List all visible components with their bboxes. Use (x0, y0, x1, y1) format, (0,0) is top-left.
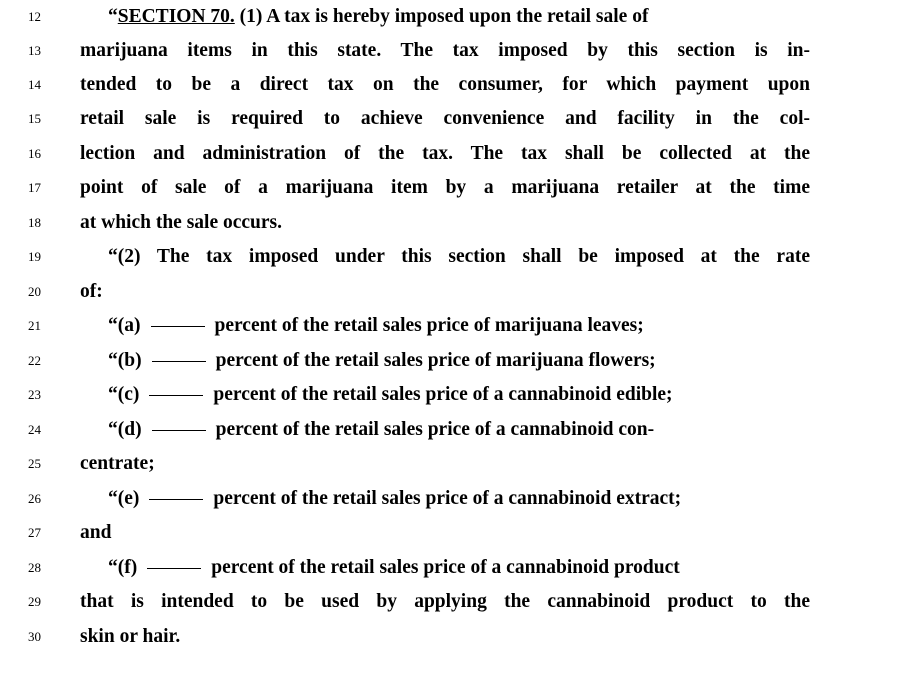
item-text: percent of the retail sales price of a cannabinoid edible; (213, 384, 673, 405)
line-text: “(2) The tax imposed under this section shall be imposed at the rate (108, 246, 810, 267)
line-28 (0, 551, 902, 585)
line-number: 28 (28, 560, 41, 575)
line-29 (0, 585, 902, 619)
line-26 (0, 482, 902, 516)
line-number: 15 (28, 111, 41, 126)
line-text (108, 551, 680, 585)
line-number: 18 (28, 215, 41, 230)
line-14 (0, 68, 902, 102)
line-text: centrate; (80, 453, 155, 474)
line-text: marijuana items in this state. The tax imposed by this section is in- (80, 40, 810, 61)
line-15 (0, 102, 902, 136)
item-text: percent of the retail sales price of marijuana leaves; (214, 315, 644, 336)
line-number: 24 (28, 422, 41, 437)
line-text (108, 0, 648, 34)
line-21 (0, 309, 902, 343)
line-24 (0, 413, 902, 447)
line-text: that is intended to be used by applying the cannabinoid product to the (80, 591, 810, 612)
item-label: “(f) (108, 557, 138, 578)
line-text (108, 413, 654, 447)
line-12 (0, 0, 902, 34)
line-number: 20 (28, 284, 41, 299)
line-text (108, 378, 673, 412)
line-text: skin or hair. (80, 626, 181, 647)
rate-blank (152, 361, 206, 362)
line-25 (0, 447, 902, 481)
item-label: “(a) (108, 315, 141, 336)
line-text (108, 482, 681, 516)
rate-blank (152, 430, 206, 431)
item-text: percent of the retail sales price of marijuana flowers; (215, 350, 656, 371)
line-number: 16 (28, 146, 41, 161)
line-text: tended to be a direct tax on the consumer, for which payment upon (80, 74, 810, 95)
rate-blank (149, 395, 203, 396)
line-number: 19 (28, 249, 41, 264)
line-text: of: (80, 281, 103, 302)
line-text (108, 309, 644, 343)
line-23 (0, 378, 902, 412)
line-number: 26 (28, 491, 41, 506)
item-label: “(c) (108, 384, 140, 405)
line-number: 13 (28, 43, 41, 58)
line-number: 12 (28, 9, 41, 24)
line-19 (0, 240, 902, 274)
rate-blank (151, 326, 205, 327)
line-22 (0, 344, 902, 378)
line-text: at which the sale occurs. (80, 212, 283, 233)
line-number: 21 (28, 318, 41, 333)
line-text: point of sale of a marijuana item by a marijuana retailer at the time (80, 177, 810, 198)
item-label: “(d) (108, 419, 142, 440)
line-number: 30 (28, 629, 41, 644)
line-30 (0, 620, 902, 654)
line-number: 17 (28, 180, 41, 195)
line-text (108, 344, 656, 378)
line-18 (0, 206, 902, 240)
rate-blank (149, 499, 203, 500)
line-text: retail sale is required to achieve convenience and facility in the col- (80, 108, 810, 129)
line-number: 27 (28, 525, 41, 540)
line-number: 14 (28, 77, 41, 92)
section-heading: SECTION 70. (117, 6, 235, 27)
section-text: (1) A tax is hereby imposed upon the retail sale of (234, 6, 649, 27)
quote-mark: “ (108, 6, 118, 27)
line-text: lection and administration of the tax. The tax shall be collected at the (80, 143, 810, 164)
line-text: and (80, 522, 112, 543)
item-label: “(b) (108, 350, 142, 371)
line-number: 25 (28, 456, 41, 471)
line-number: 29 (28, 594, 41, 609)
item-text: percent of the retail sales price of a cannabinoid product (211, 557, 680, 578)
line-27 (0, 516, 902, 550)
line-17 (0, 171, 902, 205)
line-20 (0, 275, 902, 309)
item-label: “(e) (108, 488, 140, 509)
rate-blank (147, 568, 201, 569)
line-13 (0, 34, 902, 68)
item-text: percent of the retail sales price of a cannabinoid extract; (213, 488, 682, 509)
line-number: 23 (28, 387, 41, 402)
line-number: 22 (28, 353, 41, 368)
line-16 (0, 137, 902, 171)
item-text: percent of the retail sales price of a cannabinoid con- (215, 419, 655, 440)
